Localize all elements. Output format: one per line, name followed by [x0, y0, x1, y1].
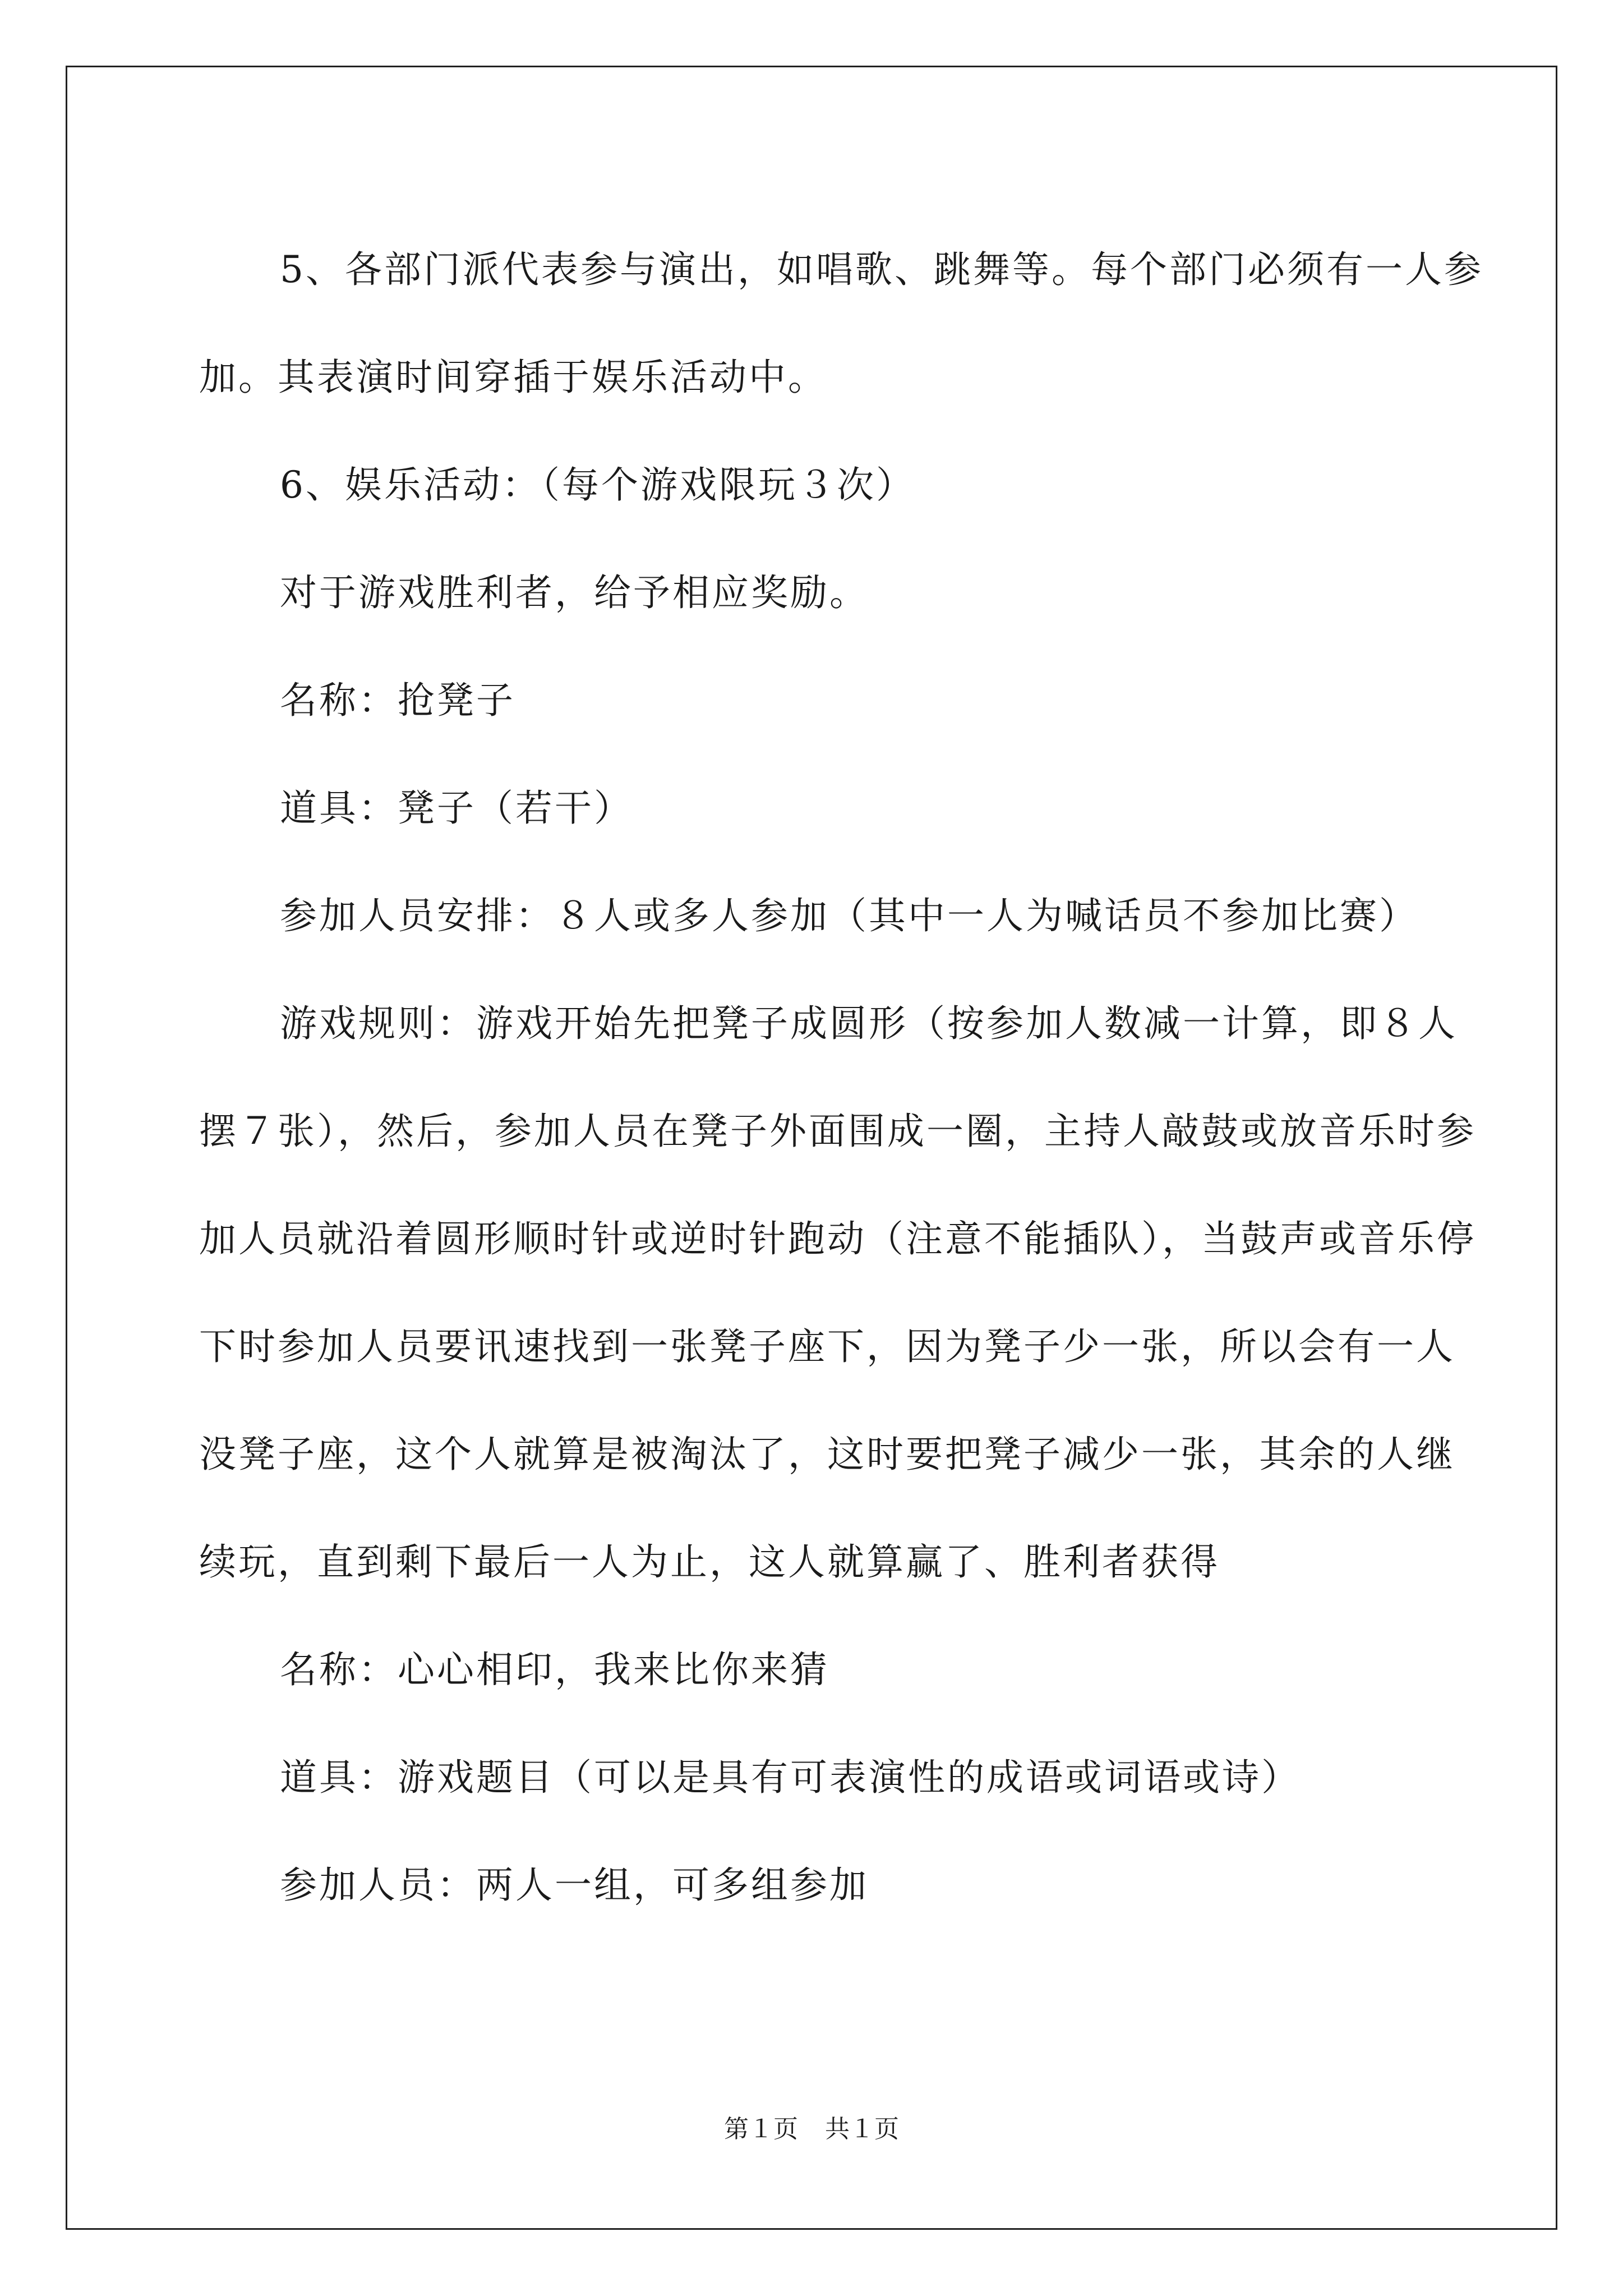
paragraph-game2-name: 名称：心心相印，我来比你来猜 — [280, 1648, 829, 1691]
page-footer — [0, 2113, 1623, 2146]
paragraph-performance: 5、各部门派代表参与演出，如唱歌、跳舞等。每个部门必须有一人参加。其表演时间穿插于娱乐活动中。 — [199, 248, 1483, 399]
paragraph-game1-name: 名称：抢凳子 — [280, 679, 515, 722]
document-body — [199, 216, 1489, 1939]
paragraph-rewards: 对于游戏胜利者，给予相应奖励。 — [280, 571, 869, 614]
paragraph-game1-rules: 游戏规则：游戏开始先把凳子成圆形（按参加人数减一计算，即８人摆７张），然后，参加人员在凳子外面围成一圈，主持人敲鼓或放音乐时参加人员就沿着圆形顺时针或逆时针跑动（注意不能插队），当鼓声或音乐停下时参加人员要讯速找到一张凳子座下，因为凳子少一张，所以会有一人没凳子座，这个人就算是被淘汰了，这时要把凳子减少一张，其余的人继续玩，直到剩下最后一人为止，这人就算赢了、胜利者获得 — [199, 1002, 1476, 1584]
page-number: 第１页 — [724, 2115, 798, 2143]
paragraph-game2-participants: 参加人员：两人一组，可多组参加 — [280, 1864, 869, 1907]
paragraph-entertainment-heading: 6、娱乐活动：（每个游戏限玩３次） — [280, 463, 915, 507]
paragraph-game1-participants: 参加人员安排：８人或多人参加（其中一人为喊话员不参加比赛） — [280, 894, 1418, 937]
paragraph-game1-props: 道具：凳子（若干） — [280, 786, 633, 830]
page-total: 共１页 — [825, 2115, 899, 2143]
paragraph-game2-props: 道具：游戏题目（可以是具有可表演性的成语或词语或诗） — [280, 1756, 1301, 1799]
